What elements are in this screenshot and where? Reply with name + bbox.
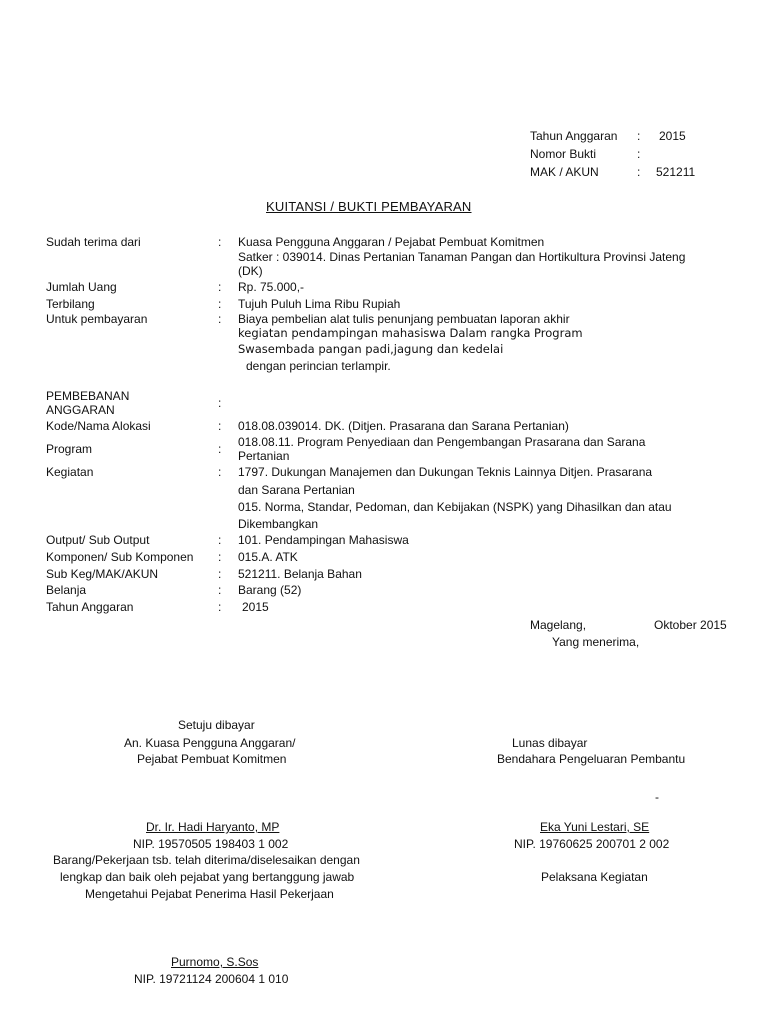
jumlah-uang-label: Jumlah Uang [46,280,117,294]
output-value: 101. Pendampingan Mahasiswa [238,533,409,547]
colon: : [218,567,222,581]
sudah-terima-dari-line3: (DK) [238,264,263,278]
untuk-pembayaran-line4: dengan perincian terlampir. [246,359,391,373]
penerima-nip: NIP. 19721124 200604 1 010 [134,972,289,986]
colon: : [637,165,641,179]
mak-akun-label: MAK / AKUN [530,165,599,179]
colon: : [218,533,222,547]
untuk-pembayaran-label: Untuk pembayaran [46,312,148,326]
kode-alokasi-value: 018.08.039014. DK. (Ditjen. Prasarana dan Sarana Pertanian) [238,419,569,433]
sudah-terima-dari-label: Sudah terima dari [46,235,141,249]
belanja-value: Barang (52) [238,583,302,597]
dash-mark: - [655,790,659,804]
note-line1: Barang/Pekerjaan tsb. telah diterima/diselesaikan dengan [53,853,360,867]
colon: : [218,583,222,597]
ppk-name: Dr. Ir. Hadi Haryanto, MP [146,820,280,834]
colon: : [218,419,222,433]
colon: : [637,129,641,143]
kegiatan-line4: Dikembangkan [238,517,319,531]
tahun-anggaran-label: Tahun Anggaran [530,129,618,143]
output-label: Output/ Sub Output [46,533,150,547]
kegiatan-line1: 1797. Dukungan Manajemen dan Dukungan Teknis Lainnya Ditjen. Prasarana [238,465,653,479]
yang-menerima: Yang menerima, [552,635,640,649]
kegiatan-line2: dan Sarana Pertanian [238,483,355,497]
tahun-anggaran-footer-label: Tahun Anggaran [46,600,134,614]
colon: : [218,465,222,479]
untuk-pembayaran-line3: Swasembada pangan padi,jagung dan kedelai [238,342,504,356]
colon: : [218,550,222,564]
ppk-title: Pejabat Pembuat Komitmen [137,752,287,766]
kegiatan-label: Kegiatan [46,465,94,479]
pembebanan-label-line1: PEMBEBANAN [46,389,130,403]
page-title: KUITANSI / BUKTI PEMBAYARAN [266,199,472,214]
untuk-pembayaran-line2: kegiatan pendampingan mahasiswa Dalam rangka Program [238,326,583,340]
subkeg-value: 521211. Belanja Bahan [238,567,362,581]
pembebanan-label-line2: ANGGARAN [46,403,115,417]
tahun-anggaran-value: 2015 [659,129,686,143]
kode-alokasi-label: Kode/Nama Alokasi [46,419,151,433]
place-city: Magelang, [530,618,587,632]
colon: : [218,396,222,410]
terbilang-label: Terbilang [46,297,95,311]
belanja-label: Belanja [46,583,87,597]
setuju-dibayar: Setuju dibayar [178,718,255,732]
sudah-terima-dari-line2: Satker : 039014. Dinas Pertanian Tanaman Pangan dan Hortikultura Provinsi Jateng [238,250,686,264]
komponen-value: 015.A. ATK [238,550,298,564]
an-kpa: An. Kuasa Pengguna Anggaran/ [124,736,296,750]
bendahara-name: Eka Yuni Lestari, SE [540,820,650,834]
colon: : [218,312,222,326]
note-line2: lengkap dan baik oleh pejabat yang bertanggung jawab [60,870,355,884]
colon: : [218,442,222,456]
bendahara-nip: NIP. 19760625 200701 2 002 [514,837,670,851]
colon: : [218,235,222,249]
jumlah-uang-value: Rp. 75.000,- [238,280,305,294]
lunas-dibayar: Lunas dibayar [512,736,588,750]
colon: : [637,147,641,161]
colon: : [218,600,222,614]
place-date: Oktober 2015 [654,618,727,632]
program-label: Program [46,442,93,456]
penerima-name: Purnomo, S.Sos [171,955,259,969]
note-line3: Mengetahui Pejabat Penerima Hasil Pekerjaan [85,887,334,901]
kegiatan-line3: 015. Norma, Standar, Pedoman, dan Kebijakan (NSPK) yang Dihasilkan dan atau [238,500,672,514]
subkeg-label: Sub Keg/MAK/AKUN [46,567,159,581]
sudah-terima-dari-line1: Kuasa Pengguna Anggaran / Pejabat Pembuat Komitmen [238,235,545,249]
komponen-label: Komponen/ Sub Komponen [46,550,194,564]
colon: : [218,280,222,294]
program-line2: Pertanian [238,449,290,463]
mak-akun-value: 521211 [656,165,696,179]
colon: : [218,297,222,311]
nomor-bukti-label: Nomor Bukti [530,147,597,161]
ppk-nip: NIP. 19570505 198403 1 002 [133,837,289,851]
tahun-anggaran-footer-value: 2015 [242,600,269,614]
untuk-pembayaran-line1: Biaya pembelian alat tulis penunjang pembuatan laporan akhir [238,312,570,326]
program-line1: 018.08.11. Program Penyediaan dan Pengembangan Prasarana dan Sarana [238,435,646,449]
bendahara-title: Bendahara Pengeluaran Pembantu [497,752,686,766]
pelaksana-kegiatan: Pelaksana Kegiatan [541,870,648,884]
terbilang-value: Tujuh Puluh Lima Ribu Rupiah [238,297,401,311]
